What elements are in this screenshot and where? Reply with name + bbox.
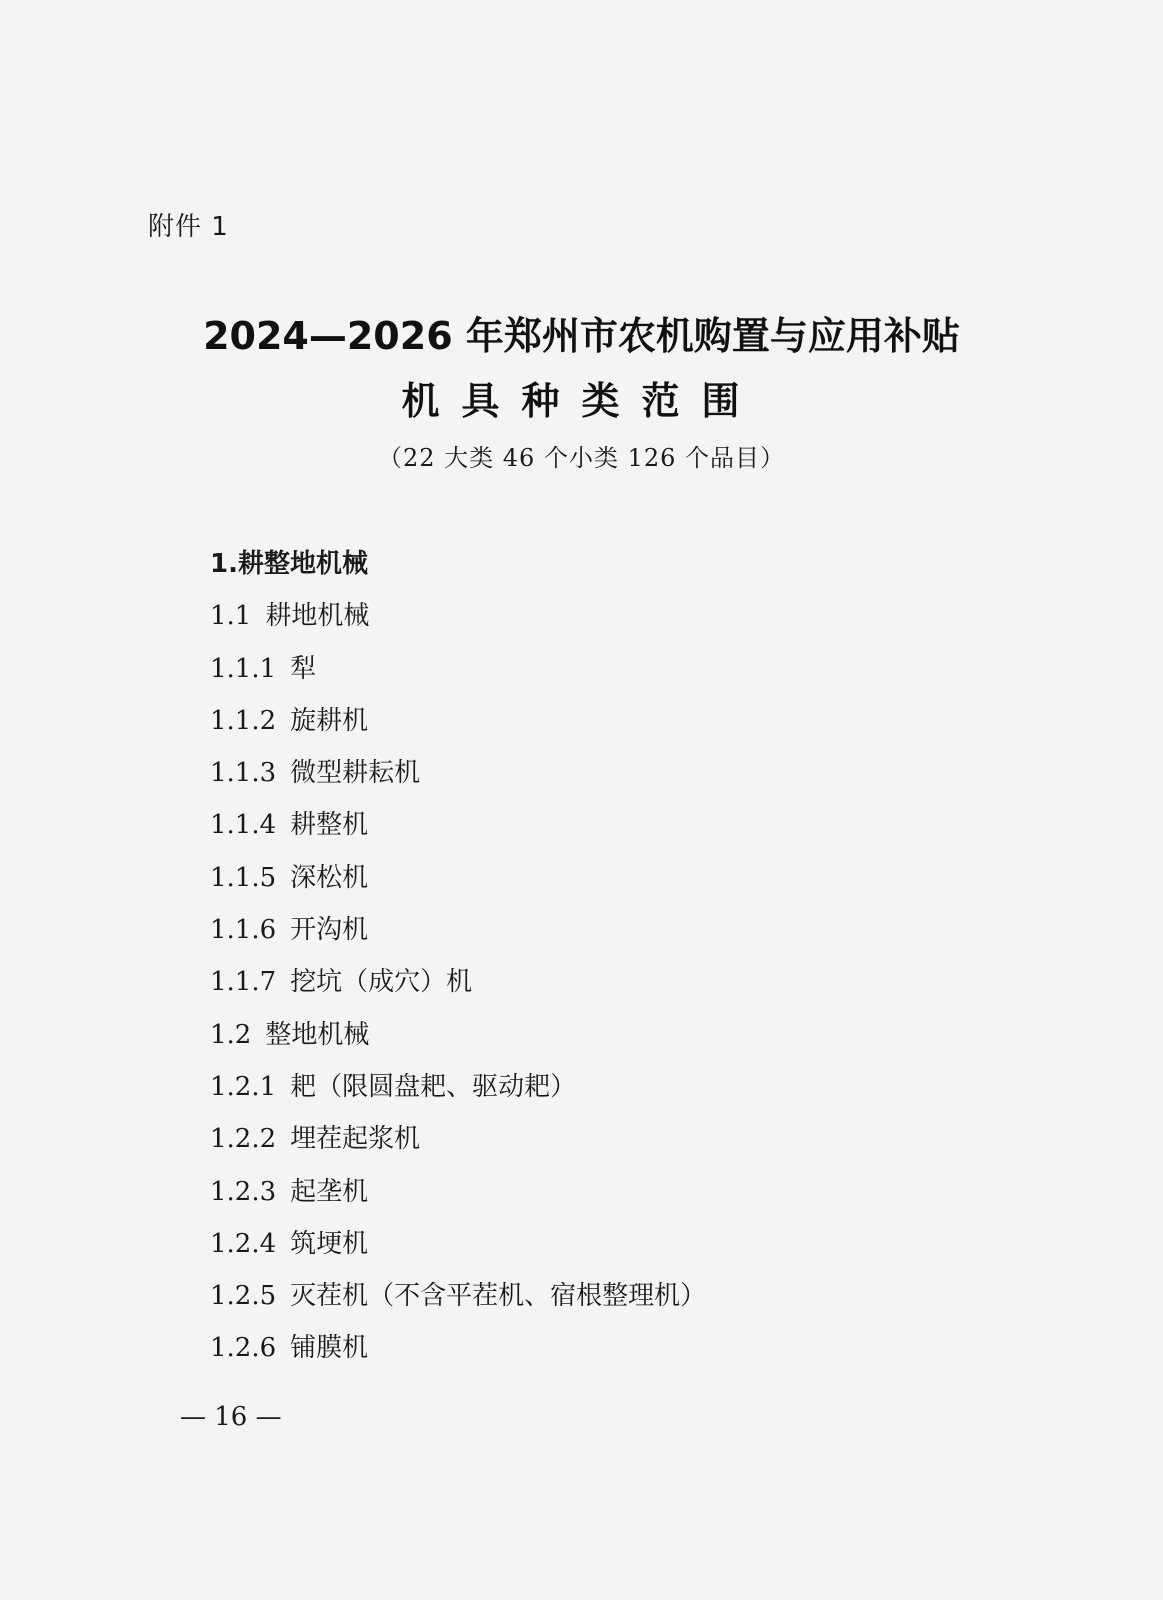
item-number: 1.2.1	[210, 1071, 277, 1102]
item-label: 深松机	[290, 862, 369, 893]
document-subtitle: （22 大类 46 个小类 126 个品目）	[377, 444, 786, 472]
item-number: 1.1.4	[210, 810, 277, 841]
list-item	[210, 1061, 706, 1113]
item-label: 耕地机械	[265, 601, 370, 632]
list-item	[210, 1113, 706, 1165]
item-number: 1.1.5	[210, 862, 277, 893]
document-title-line-1: 2024—2026 年郑州市农机购置与应用补贴	[203, 314, 960, 358]
item-number: 1.2.4	[210, 1228, 277, 1259]
item-number: 1.1.1	[210, 653, 277, 684]
item-label: 起垄机	[290, 1176, 369, 1207]
category-list	[210, 538, 706, 1375]
item-label: 微型耕耘机	[290, 758, 421, 789]
list-item	[210, 695, 706, 747]
item-number: 1.	[210, 549, 238, 579]
item-number: 1.1.7	[210, 967, 277, 998]
list-item	[210, 538, 706, 590]
item-label: 筑埂机	[290, 1228, 369, 1259]
list-item	[210, 747, 706, 799]
item-label: 耕整地机械	[237, 549, 368, 579]
item-label: 埋茬起浆机	[290, 1124, 421, 1155]
list-item	[210, 1009, 706, 1061]
attachment-label: 附件 1	[148, 212, 229, 242]
list-item	[210, 590, 706, 642]
list-item	[210, 1270, 706, 1322]
item-number: 1.1.2	[210, 705, 277, 736]
item-number: 1.1.3	[210, 758, 277, 789]
item-number: 1.1.6	[210, 915, 277, 946]
item-number: 1.2.2	[210, 1124, 277, 1155]
item-label: 开沟机	[290, 915, 369, 946]
item-number: 1.2	[210, 1019, 252, 1050]
item-label: 耕整机	[290, 810, 369, 841]
item-label: 整地机械	[265, 1019, 370, 1050]
item-label: 灭茬机（不含平茬机、宿根整理机）	[290, 1281, 707, 1312]
list-item	[210, 956, 706, 1008]
item-number: 1.2.5	[210, 1281, 277, 1312]
list-item	[210, 1322, 706, 1374]
item-label: 铺膜机	[290, 1333, 369, 1364]
list-item	[210, 1166, 706, 1218]
item-label: 挖坑（成穴）机	[290, 967, 473, 998]
item-label: 犁	[290, 653, 317, 684]
page-number: — 16 —	[180, 1402, 282, 1432]
item-number: 1.2.6	[210, 1333, 277, 1364]
item-label: 旋耕机	[290, 705, 369, 736]
list-item	[210, 1218, 706, 1270]
list-item	[210, 643, 706, 695]
item-number: 1.1	[210, 601, 252, 632]
list-item	[210, 852, 706, 904]
document-title-line-2: 机具种类范围	[401, 379, 762, 423]
item-number: 1.2.3	[210, 1176, 277, 1207]
item-label: 耙（限圆盘耙、驱动耙）	[290, 1071, 577, 1102]
list-item	[210, 904, 706, 956]
list-item	[210, 799, 706, 851]
